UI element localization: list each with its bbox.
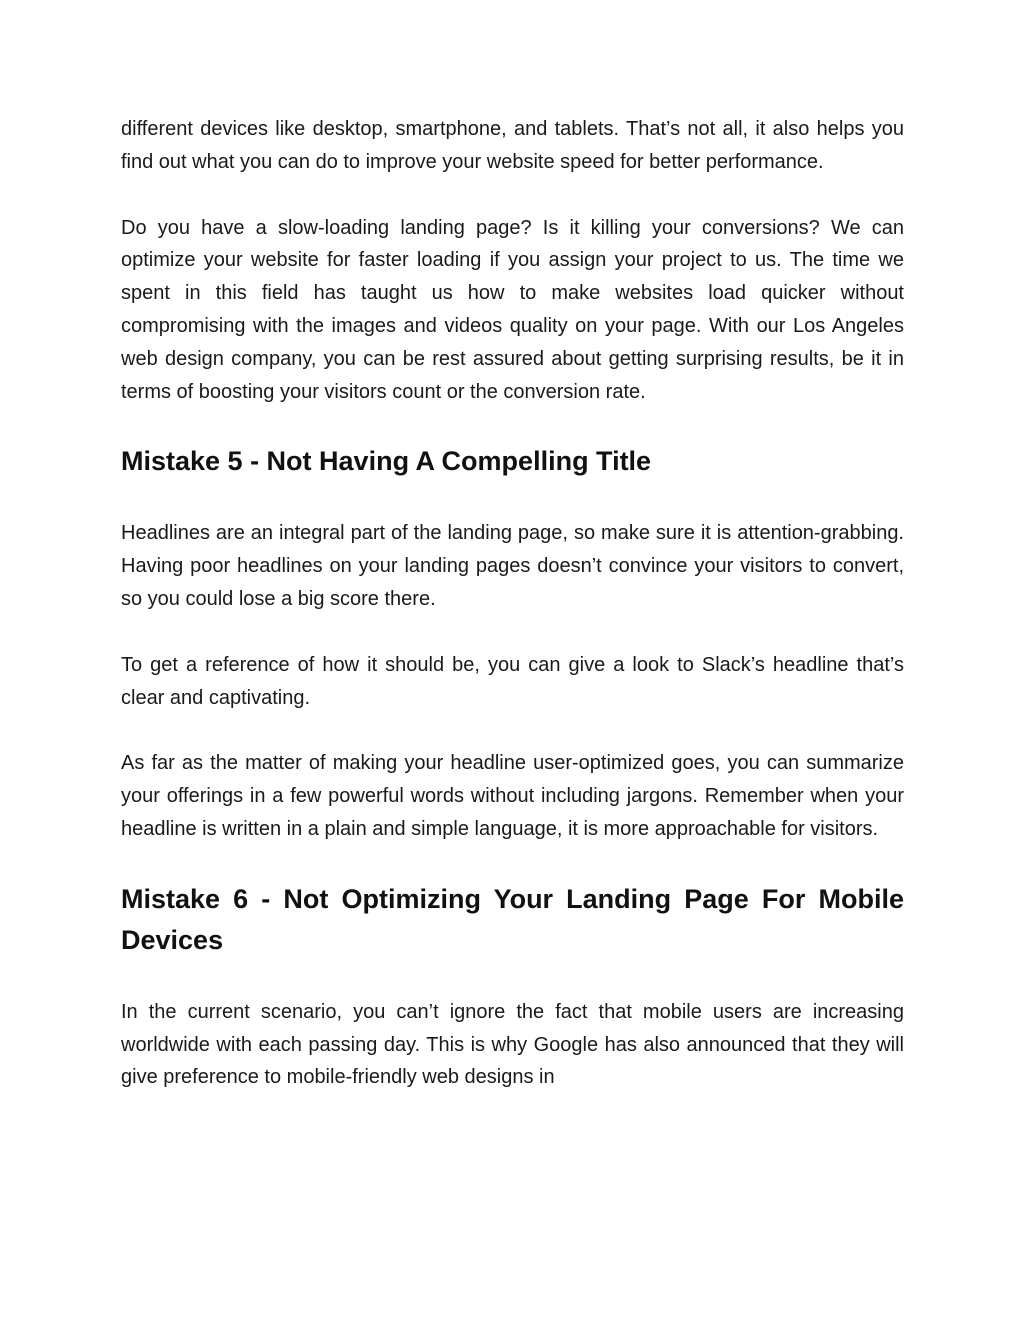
document-page (121, 113, 904, 1127)
paragraph-slack-reference: To get a reference of how it should be, you can give a look to Slack’s headline that’s clear and captivating. (121, 653, 904, 709)
paragraph-mobile-users: In the current scenario, you can’t ignore the fact that mobile users are increasing worldwide with each passing day. This is why Google has also announced that they will give preference to mobile-friendly web designs in (121, 1000, 904, 1089)
paragraph-slow-loading: Do you have a slow-loading landing page? Is it killing your conversions? We can optimize your website for faster loading if you assign your project to us. The time we spent in this field has taught us how to make websites load quicker without compromising with the images and videos quality on your page. With our Los Angeles web design company, you can be rest assured about getting surprising results, be it in terms of boosting your visitors count or the conversion rate. (121, 216, 904, 403)
paragraph-headlines: Headlines are an integral part of the landing page, so make sure it is attention-grabbing. Having poor headlines on your landing pages doesn’t convince your visitors to convert, so you could lose a big score there. (121, 522, 904, 610)
paragraph-device-speed: different devices like desktop, smartphone, and tablets. That’s not all, it also helps you find out what you can do to improve your website speed for better performance. (121, 118, 904, 173)
paragraph-headline-optimized: As far as the matter of making your headline user-optimized goes, you can summarize your offerings in a few powerful words without including jargons. Remember when your headline is written in a plain and simple language, it is more approachable for visitors. (121, 752, 904, 840)
heading-mistake-5: Mistake 5 - Not Having A Compelling Title (121, 446, 652, 477)
heading-mistake-6: Mistake 6 - Not Optimizing Your Landing Page For Mobile Devices (121, 883, 904, 955)
